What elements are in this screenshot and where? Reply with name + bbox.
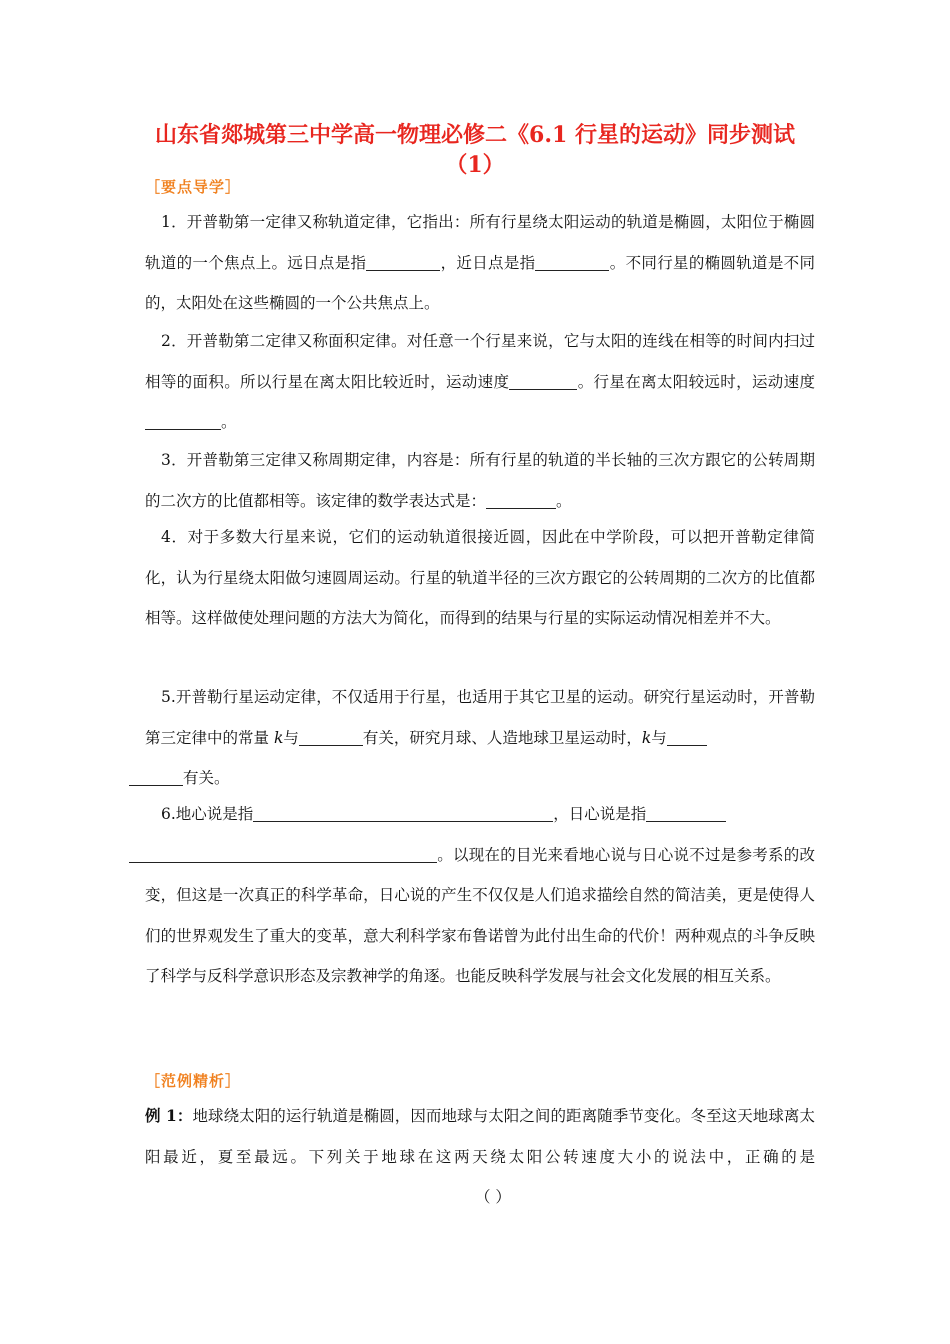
item-6-text-a: 6.地心说是指 [161, 805, 254, 823]
answer-blank [129, 846, 437, 863]
section-examples: ［范例精析］ [145, 1072, 242, 1090]
item-5-text-a: 5.开普勒行星运动定律，不仅适用于行星，也适用于其它卫星的运动。研究行星运动时，开普勒第三定律中的常量 [145, 688, 815, 747]
item-1-text-b: ，近日点是指 [440, 253, 536, 272]
item-2-text-a: 2．开普勒第二定律又称面积定律。对任意一个行星来说，它与太阳的连线在相等的时间内扫过相等的面积。所以行星在离太阳比较近时，运动速度 [145, 332, 815, 391]
item-5-text-b: 与 [283, 728, 299, 747]
item-5-text-c: 有关，研究月球、人造地球卫星运动时， [362, 728, 642, 747]
answer-blank [646, 806, 726, 823]
answer-blank [366, 254, 440, 271]
item-6-text-b: ，日心说是指 [553, 805, 647, 823]
answer-blank [509, 373, 577, 390]
section-key-points: ［要点导学］ [145, 178, 242, 196]
document-title [0, 120, 950, 180]
constant-k: k [641, 728, 652, 747]
title-line-2: （1） [445, 152, 505, 178]
item-6-text-c: 。以现在的目光来看地心说与日心说不过是参考系的改变，但这是一次真正的科学革命，日心说的产生不仅仅是人们追求描绘自然的简洁美，更是使得人们的世界观发生了重大的变革，意大利科学家布鲁诺曾为此付出生命的代价！两种观点的斗争反映了科学与反科学意识形态及宗教神学的角逐。也能反映科学发展与社会文化发展的相互关系。 [145, 845, 815, 985]
item-4: 4．对于多数大行星来说，它们的运动轨道很接近圆，因此在中学阶段，可以把开普勒定律简化，认为行星绕太阳做匀速圆周运动。行星的轨道半径的三次方跟它的公转周期的二次方的比值都相等。这样做使处理问题的方法大为简化，而得到的结果与行星的实际运动情况相差并不大。 [145, 528, 815, 627]
answer-blank [299, 729, 363, 746]
example-1 [145, 1096, 815, 1218]
answer-parentheses: （ ） [475, 1188, 511, 1206]
item-3 [145, 440, 815, 521]
item-3-text-a: 3．开普勒第三定律又称周期定律，内容是：所有行星的轨道的半长轴的三次方跟它的公转周期的二次方的比值都相等。该定律的数学表达式是： [145, 451, 815, 510]
item-3-text-b: 。 [556, 491, 572, 510]
answer-blank [253, 806, 553, 823]
example-1-label: 例 1： [145, 1106, 193, 1125]
constant-k: k [273, 728, 284, 747]
item-5 [145, 677, 815, 799]
answer-blank [667, 729, 707, 746]
answer-blank [129, 770, 183, 787]
answer-blank [145, 414, 221, 431]
answer-blank [486, 492, 556, 509]
item-5-text-e: 有关。 [183, 769, 230, 787]
title-line-1: 山东省郯城第三中学高一物理必修二《6.1 行星的运动》同步测试 [155, 122, 795, 148]
answer-blank [535, 254, 609, 271]
item-1-text-c: 。不同行星的椭圆轨道是不同的，太阳处在这些椭圆的一个公共焦点上。 [145, 253, 815, 312]
item-2-text-b: 。行星在离太阳较远时，运动速度 [577, 372, 815, 391]
item-2-text-c: 。 [221, 413, 237, 431]
item-1-text-a: 1．开普勒第一定律又称轨道定律，它指出：所有行星绕太阳运动的轨道是椭圆，太阳位于椭圆轨道的一个焦点上。远日点是指 [145, 213, 815, 272]
example-1-text: 地球绕太阳的运行轨道是椭圆，因而地球与太阳之间的距离随季节变化。冬至这天地球离太阳最近，夏至最远。下列关于地球在这两天绕太阳公转速度大小的说法中，正确的是 [145, 1107, 815, 1166]
item-5-text-d: 与 [651, 728, 667, 747]
item-2 [145, 321, 815, 443]
item-1 [145, 202, 815, 324]
item-6 [145, 794, 815, 997]
